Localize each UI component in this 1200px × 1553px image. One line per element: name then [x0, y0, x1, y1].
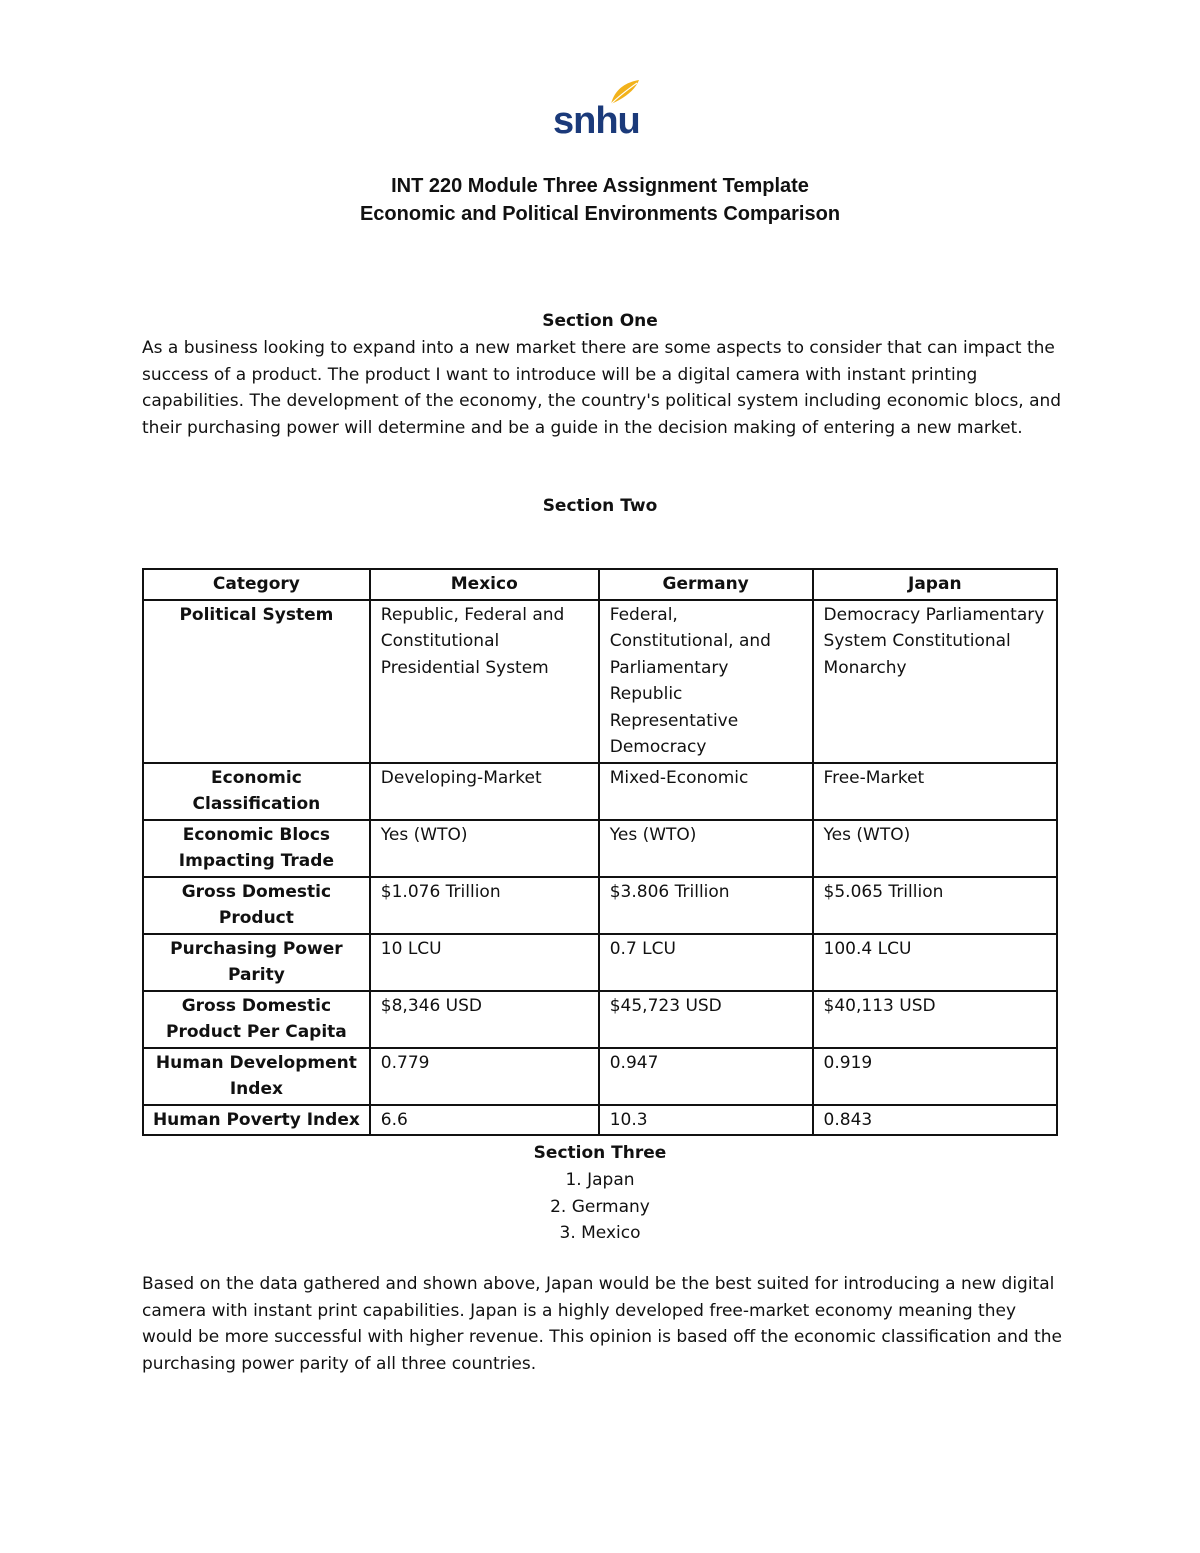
table-row	[143, 1105, 1057, 1136]
cell-japan: $5.065 Trillion	[813, 877, 1057, 934]
cell-germany: $3.806 Trillion	[599, 877, 813, 934]
table-row	[143, 991, 1057, 1048]
cell-germany: 0.947	[599, 1048, 813, 1105]
section-three-heading: Section Three	[533, 1143, 667, 1163]
table-row	[143, 877, 1057, 934]
row-category: Gross Domestic Product	[143, 877, 370, 934]
table-header-row	[143, 569, 1057, 600]
cell-mexico: 10 LCU	[370, 934, 599, 991]
snhu-logo	[553, 78, 643, 140]
row-category: Human Development Index	[143, 1048, 370, 1105]
section-one-heading: Section One	[542, 311, 658, 331]
title-line-2: Economic and Political Environments Comparison	[359, 203, 841, 225]
cell-japan: Yes (WTO)	[813, 820, 1057, 877]
row-category: Economic Blocs Impacting Trade	[143, 820, 370, 877]
row-category: Economic Classification	[143, 763, 370, 820]
cell-germany: $45,723 USD	[599, 991, 813, 1048]
cell-japan: Free-Market	[813, 763, 1057, 820]
cell-mexico: Republic, Federal and Constitutional Presidential System	[370, 600, 599, 763]
cell-mexico: $1.076 Trillion	[370, 877, 599, 934]
table-row	[143, 763, 1057, 820]
cell-japan: $40,113 USD	[813, 991, 1057, 1048]
cell-mexico: 6.6	[370, 1105, 599, 1136]
comparison-table	[142, 568, 1058, 1136]
logo-wordmark: snhu	[553, 100, 640, 142]
section-three-body: Based on the data gathered and shown above, Japan would be the best suited for introducing a new digital camera with instant print capabilities. Japan is a highly developed free-market economy meaning they would be more successful with higher revenue. This opinion is based off the economic classification and the purchasing power parity of all three countries.	[142, 1274, 1062, 1374]
ranking-item: 1. Japan	[565, 1170, 635, 1190]
cell-germany: Yes (WTO)	[599, 820, 813, 877]
country-ranking	[0, 1167, 1200, 1247]
cell-mexico: $8,346 USD	[370, 991, 599, 1048]
ranking-item: 2. Germany	[550, 1196, 650, 1217]
cell-japan: 0.843	[813, 1105, 1057, 1136]
cell-mexico: Developing-Market	[370, 763, 599, 820]
table-row	[143, 1048, 1057, 1105]
section-one-body: As a business looking to expand into a new market there are some aspects to consider that can impact the success of a product. The product I want to introduce will be a digital camera with instant printing capabilities. The development of the economy, the country's political system including economic blocs, and their purchasing power will determine and be a guide in the decision making of entering a new market.	[142, 338, 1062, 438]
row-category: Gross Domestic Product Per Capita	[143, 991, 370, 1048]
title-line-1: INT 220 Module Three Assignment Template	[391, 175, 809, 197]
cell-mexico: 0.779	[370, 1048, 599, 1105]
section-two-heading: Section Two	[542, 496, 658, 516]
cell-japan: 0.919	[813, 1048, 1057, 1105]
header-mexico: Mexico	[370, 569, 599, 600]
row-category: Political System	[143, 600, 370, 763]
table-row	[143, 820, 1057, 877]
header-japan: Japan	[813, 569, 1057, 600]
table-row	[143, 934, 1057, 991]
cell-germany: 0.7 LCU	[599, 934, 813, 991]
document-title	[0, 172, 1200, 228]
cell-germany: 10.3	[599, 1105, 813, 1136]
row-category: Purchasing Power Parity	[143, 934, 370, 991]
cell-japan: Democracy Parliamentary System Constitutional Monarchy	[813, 600, 1057, 763]
cell-germany: Mixed-Economic	[599, 763, 813, 820]
row-category: Human Poverty Index	[143, 1105, 370, 1136]
table-row	[143, 600, 1057, 763]
header-germany: Germany	[599, 569, 813, 600]
cell-japan: 100.4 LCU	[813, 934, 1057, 991]
header-category: Category	[143, 569, 370, 600]
cell-mexico: Yes (WTO)	[370, 820, 599, 877]
cell-germany: Federal, Constitutional, and Parliamentary Republic Representative Democracy	[599, 600, 813, 763]
ranking-item: 3. Mexico	[559, 1223, 641, 1243]
